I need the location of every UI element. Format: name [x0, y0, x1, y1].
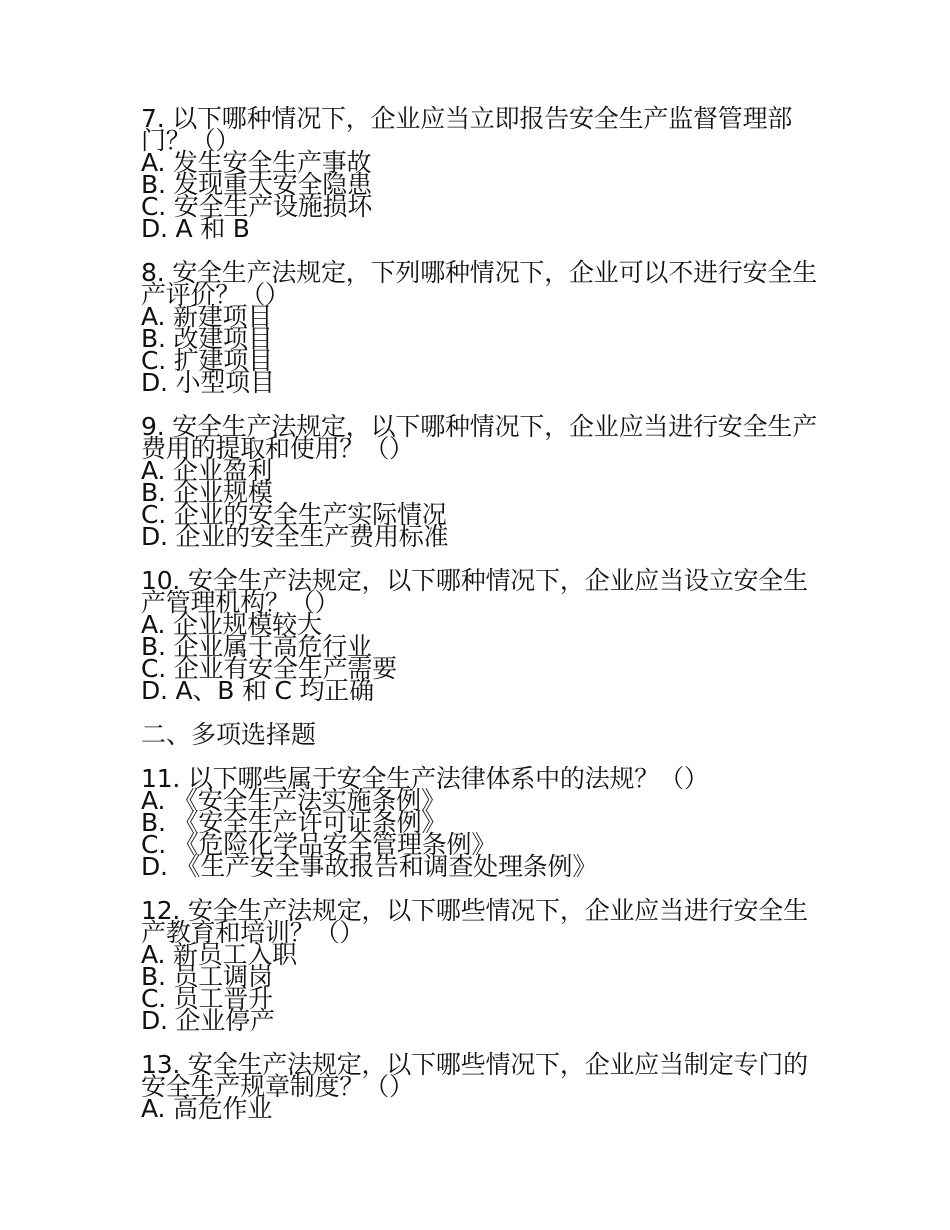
answer-option: B. 《安全生产许可证条例》 [141, 808, 447, 837]
answer-option: D. 《生产安全事故报告和调查处理条例》 [141, 852, 598, 881]
answer-option: A. 新员工入职 [141, 940, 297, 969]
question-block [141, 104, 821, 243]
question-text: 8. 安全生产法规定，下列哪种情况下，企业可以不进行安全生产评价？（） [141, 258, 818, 309]
question-block [141, 412, 821, 551]
question-text: 9. 安全生产法规定，以下哪种情况下，企业应当进行安全生产费用的提取和使用？（） [141, 412, 818, 463]
question-text: 7. 以下哪种情况下，企业应当立即报告安全生产监督管理部门？（） [141, 104, 793, 155]
answer-option: C. 扩建项目 [141, 346, 273, 375]
question-block [141, 1050, 821, 1123]
answer-option: B. 员工调岗 [141, 962, 273, 991]
question-text: 13. 安全生产法规定，以下哪些情况下，企业应当制定专门的安全生产规章制度？（） [141, 1050, 808, 1101]
document-page [141, 104, 821, 1142]
answer-option: D. A 和 B [141, 214, 250, 243]
question-text: 11. 以下哪些属于安全生产法律体系中的法规？（） [141, 764, 709, 793]
answer-option: B. 改建项目 [141, 324, 273, 353]
question-text: 10. 安全生产法规定，以下哪种情况下，企业应当设立安全生产管理机构？（） [141, 566, 808, 617]
question-block [141, 764, 821, 881]
answer-option: C. 企业的安全生产实际情况 [141, 500, 447, 529]
answer-option: B. 企业规模 [141, 478, 273, 507]
answer-option: D. 小型项目 [141, 368, 275, 397]
answer-option: D. 企业的安全生产费用标准 [141, 522, 449, 551]
answer-option: A. 《安全生产法实施条例》 [141, 786, 446, 815]
question-text: 12. 安全生产法规定，以下哪些情况下，企业应当进行安全生产教育和培训？（） [141, 896, 808, 947]
answer-option: A. 企业盈利 [141, 456, 273, 485]
answer-option: D. A、B 和 C 均正确 [141, 676, 374, 705]
section-heading: 二、多项选择题 [141, 720, 317, 749]
question-block [141, 896, 821, 1035]
question-block [141, 258, 821, 397]
answer-option: A. 高危作业 [141, 1094, 273, 1123]
answer-option: A. 企业规模较大 [141, 610, 322, 639]
answer-option: C. 员工晋升 [141, 984, 273, 1013]
answer-option: C. 《危险化学品安全管理条例》 [141, 830, 497, 859]
answer-option: B. 发现重大安全隐患 [141, 170, 372, 199]
question-block [141, 566, 821, 705]
answer-option: C. 企业有安全生产需要 [141, 654, 397, 683]
answer-option: A. 发生安全生产事故 [141, 148, 372, 177]
answer-option: C. 安全生产设施损坏 [141, 192, 373, 221]
answer-option: A. 新建项目 [141, 302, 273, 331]
answer-option: D. 企业停产 [141, 1006, 275, 1035]
answer-option: B. 企业属于高危行业 [141, 632, 372, 661]
